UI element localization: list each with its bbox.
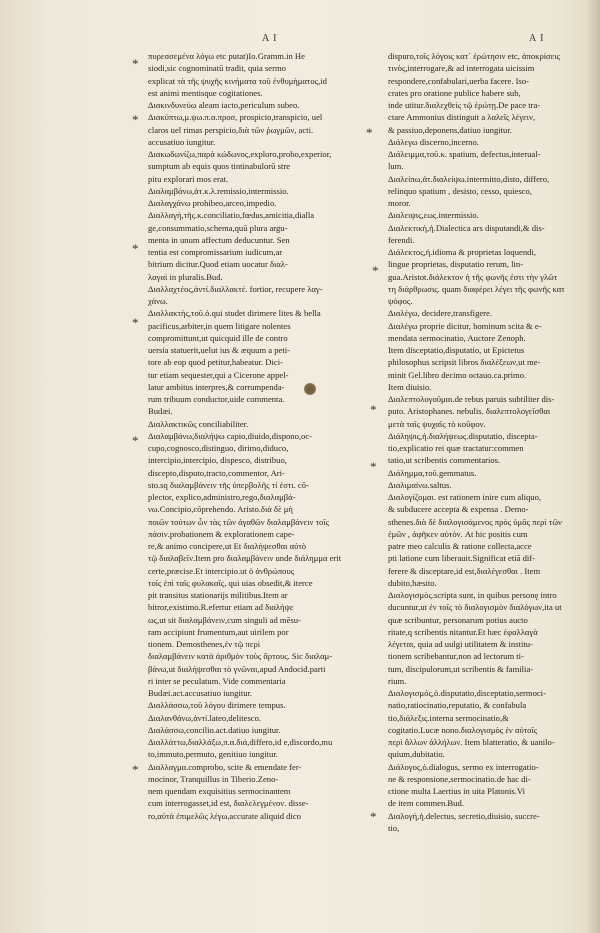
text-line: tio,διάλεξις.interna sermocinatio,& [388,712,509,723]
text-line: Διάλογος,ὁ.dialogus, sermo ex interrogatio- [388,761,539,772]
text-line: ducuntur,ut ἐν τοῖς τὸ διαλογισμὸν διαλόγων,ita ut [388,602,562,613]
text-line: uersia statuerit,uelut ius & æquum a peti- [148,345,291,355]
text-line: tentia est compromissarium iudicum,ar [148,247,283,257]
text-line: accusatiuo iungitur. [148,136,216,147]
text-line: quæ scribuntur, personarum potius aucto [388,614,528,625]
text-line: puto. Aristophanes. nebulis. διαλεπτολογεῖσθαι [388,406,551,417]
text-line: ἐμῶν , ἀφῆκεν αὐτόν. At hic positis cum [388,528,528,539]
text-line: bitrium dicitur.Quod etiam uocatur διαλ- [148,259,288,270]
text-line: Διαλειψις,εως.intermissio. [388,210,479,221]
text-line: νω.Concipio,cōprehendo. Aristo.διὰ δὲ μὴ [148,504,293,515]
margin-asterisk: * [132,762,139,777]
text-line: crates pro oratione publice habere sub, [388,87,521,98]
text-line: ψόφος. [388,296,413,306]
text-line: relinquo spatium , desisto, cesso, quiesco, [388,185,532,196]
text-line: rium. [388,675,407,686]
text-line: mendata sermocinatio, Auctore Zenoph. [388,332,526,343]
text-line: intercipio,intercipio, dispesco, distribuo, [148,455,287,466]
text-line: Item diuisio. [388,381,432,392]
text-line: discepto,disputo,tracto,commentor, Ari- [148,467,285,478]
text-line: Item disceptatio,disputatio, ut Epictetus [388,345,525,355]
margin-asterisk: * [370,459,377,474]
text-line: menta in unum affectum deducuntur. Sen [148,234,290,245]
text-line: ro,αὐτὰ ἐπιμελῶς λέγω,accurate aliquid dico [148,810,301,821]
text-line: Διαλέγω proprie dicitur, hominum scita & e- [388,320,542,331]
text-line: cogitatio.Lucæ nono.διαλογισμὸς ἐν αὐτοῖς [388,724,538,735]
text-line: pti latione cum liberauit.Significat etiā dif- [388,553,536,564]
text-line: re,& animo concipere,ut Et διαλήψεσθαι αὐτὸ [148,541,307,551]
text-line: τοῖς ἐπὶ ταῖς φυλακαῖς, qui uias obsedit,& iterce [148,577,313,588]
text-line: ferere & disceptare,id est,διαλέγεσθαι . Item [388,565,541,576]
text-line: tio,explicatio rei quæ tractatur:commen [388,443,524,453]
text-line: Διαλλακτὴς,τοῦ.ὁ.qui studet dirimere lites & bella [148,308,321,319]
text-line: inde utitur.διαλεχθεὶς τῷ ἐρώτῃ.De pace tra- [388,100,541,110]
text-line: ritate,q scribentis nitantur.Et hæc ἐφαλλαγὰ [388,626,538,637]
text-line: ne & responsione,sermocinatio.de hac di- [388,773,531,784]
left-column [148,50,398,895]
text-line: βάνω,ut διαλήψεσθαι τὸ γνῶναι,apud Andocid.parti [148,663,326,674]
text-line: rum tribuum conductor,uide commenta. [148,394,285,404]
text-line: compromittunt,ut quicquid ille de contro [148,332,288,343]
text-line: pacificus,arbiter,in quem litigare nolentes [148,320,291,331]
text-line: ram accipiunt frumentum,aut uirilem por [148,626,289,637]
text-line: cum interrogasset,id est, διαλελεγμένον. disse- [148,798,309,809]
text-line: περὶ ἄλλων ἀλλήλων. Item blatteratio, & uanilo- [388,737,555,747]
text-line: τη διάρθρωσις. quam διαφέρει λέγει τῆς φωνῆς κατ [388,283,565,294]
text-line: μετὰ ταῖς ψυχαῖς τὸ κοῦφον. [388,418,486,429]
text-line: philosophus scripsit libros διαλέξεων,ut me- [388,357,541,368]
text-line: ως,ut sit διαλαμβάνειν,cum singuli ad mēsu- [148,614,301,625]
text-line: ge,consummatio,schema,quū plura argu- [148,222,288,233]
text-line: tum, discipulorum,ut scribentis & familia- [388,663,534,674]
margin-asterisk: * [132,112,139,127]
text-line: siodi,sic cognominatū tradit, quia sermo [148,63,286,74]
text-line: dubito,hæsito. [388,577,437,588]
text-line: Διαλιμαίνω.saltus. [388,479,452,490]
text-line: & subducere accepta & expensa . Demo- [388,504,529,515]
text-line: lum. [388,161,404,172]
text-line: claros uel rimas perspicio,διὰ τῶν ῥωγμῶν, acti. [148,124,314,135]
text-line: Διαλλαχτέος,ἀντί.διαλλακτέ. fortior, recupere λαγ- [148,283,323,294]
ink-blot-mark [304,383,316,395]
page-signature-left: A I [262,33,278,44]
text-line: sthenes.διὰ δὲ διαλογισάμενος πρὸς ὑμᾶς περὶ τῶν [388,516,562,527]
margin-asterisk: * [132,56,139,71]
text-line: Διαλαγχάνω prohibeo,arceo,impedio. [148,198,277,208]
text-line: est animi mentisque cogitationes. [148,87,263,98]
text-line: Διάλημμα,τοῦ.gemmatus. [388,467,477,478]
text-line: natio,ratiocinatio,reputatio, & confabula [388,700,527,711]
text-line: bitror,existimo.R.efertur etiam ad διαλήψε [148,602,294,613]
text-line: plector, explico,administro,rego,διαλαμβά- [148,492,296,502]
text-line: Διάλεγω discerno,incerno. [388,136,479,147]
text-line: Διαλαμβάνω,διαλήψω capio,diuido,dispono,oc- [148,430,313,441]
text-line: Διαλλάσσω,τοῦ λόγου dirimere tempus. [148,700,286,711]
text-line: Διαλαμβάνω,ἀτ.κ.λ.remissio,intermissio. [148,185,289,196]
text-line: respondere,confabulari,uerba facere. Iso- [388,75,529,86]
text-line: tur etiam sequester,qui a Cicerone appel- [148,369,289,380]
text-line: gua.Aristot.διάλεκτον ἡ τῆς φωνῆς ἐστι τὴν γλῶτ [388,271,558,282]
text-line: χάνω. [148,296,168,306]
margin-asterisk: * [366,125,373,140]
text-line: sto.sq διαλαμβάνειν τῆς ὑπερβολῆς τί ἐστι. cō- [148,479,309,490]
text-line: Διάλεκτος,ἡ.idioma & proprietas loquendi, [388,247,536,257]
text-line: λέγεται, quia ad uulgi utilitatem & institu- [388,639,533,649]
text-line: patre meo calculis & ratione collecta,acce [388,541,532,551]
text-line: διαλαμβάνειν κατὰ ἀριθμὸν τοὺς ἄρτους. Sic διαλαμ- [148,651,333,662]
margin-asterisk: * [370,809,377,824]
text-line: τινὸς,interrogare,& ad interrogata uicissim [388,63,535,74]
text-line: dispuro,τοῖς λόγοις κατ᾽ ἐρώτησιν etc, ἀποκρίσεις [388,51,561,61]
text-line: Διάλειμμα,τοῦ.κ. spatium, defectus,interual- [388,149,541,159]
text-line: Διαλλάττω,διαλλάξω,π.α.διά,differo,id e,discordo,mu [148,737,333,747]
text-line: tatio,ut scribentis commentarios. [388,455,501,466]
text-line: Διακωδωνίζω,παρὰ κώδωνος,exploro,probo,experior, [148,149,332,159]
text-line: lingue proprietas, disputatio rerum, lin- [388,259,524,270]
margin-asterisk: * [132,433,139,448]
text-line: ctare Ammonius distinguit a λαλεῖς λέγειν, [388,112,535,123]
text-line: τῷ διαλαβεῖν.Item pro διαλαμβάνειν unde διάλημμα erit [148,553,342,564]
text-line: tionem scribebantur,non ad lectorum ti- [388,651,524,662]
text-line: certe,præcise.Et intercipio.ut ὁ ἀνθρώπους [148,565,295,576]
text-line: Διαλανθάνω,ἀντί.lateo,delitesco. [148,712,262,723]
text-line: cupo,cognosco,distinguo, dirimo,diduco, [148,443,289,453]
right-column [388,50,600,930]
text-line: Διαλάσσω,concilio.act.datiuo iungitur. [148,724,281,735]
text-line: latur ambitus interpres,& corrumpenda- [148,381,285,392]
page-edge-shadow [586,0,600,933]
text-line: λαγαὶ in pluralis.Bud. [148,271,223,282]
text-line: Διαλογισμός,ὁ.disputatio,disceptatio,sermoci- [388,688,546,698]
text-line: Διαλογισμὸς.scripta sunt, in quibus personę intro [388,590,557,600]
text-line: Διαλλαγὴ,τῆς.κ.conciliatio,fœdus,amicitia,dialla [148,210,315,221]
text-line: Διαλλαγμα.comprobo, scite & emendate fer- [148,761,302,772]
text-line: Διαλογίζομαι. est rationem inire cum aliquo, [388,492,542,502]
text-line: ferendi. [388,234,415,245]
margin-asterisk: * [132,315,139,330]
text-line: tore ab eop quod petitur,habeatur. Dici- [148,357,283,368]
text-line: quium,dubitatio. [388,749,445,760]
text-line: Διαλεκτικὴ,ἡ.Dialectica ars disputandi,& dis- [388,222,545,233]
text-line: moror. [388,198,411,208]
text-line: pitu explorari mos erat. [148,173,229,184]
text-line: πάσιν.probationem & explorationem cape- [148,528,295,539]
text-line: Διαλλακτικῶς conciliabiliter. [148,418,249,429]
text-line: Διαλεπτολογοῦμαι.de rebus paruis subtiliter dis- [388,394,555,404]
text-line: Διαλείπω,ἀτ.διαλείψω.intermitto,disto, differo, [388,173,550,184]
margin-asterisk: * [372,263,379,278]
text-line: Διάληψις,ἡ.διαλήψεως.disputatio, discepta- [388,430,538,441]
text-line: ποιῶν τούτων ὧν τὰς τῶν ἀγαθῶν διαλαμβάνειν τοῖς [148,516,330,527]
text-line: ri inter se peculatum. Vide commentaria [148,675,286,686]
page-signature-right: A I [529,33,545,44]
margin-asterisk: * [370,402,377,417]
text-line: to,immuto,permuto, genitiuo iungitur. [148,749,278,760]
text-line: Διαλογή,ἡ.delectus, secretio,diuisio, succre- [388,810,540,821]
text-line: tio, [388,822,400,833]
text-line: Budæi. [148,406,173,417]
text-line: Διακύπτω,μ.ψω.π.α.προσ, prospicio,transpicio, uel [148,112,323,123]
text-line: Διαλέγω, decidere,transfigere. [388,308,493,319]
text-line: ctione multa Laertius in uita Platonis.Vi [388,786,525,796]
margin-asterisk: * [132,241,139,256]
text-line: pit transitus stationarijs militibus.Item ar [148,590,288,600]
text-line: Διακινδυνεύω aleam iacto,periculum subeo. [148,100,300,110]
text-line: minit Gel.libro decimo octauo.ca.primo. [388,369,527,380]
text-line: explicat τὰ τῆς ψυχῆς κινήματα τοῦ ἐνθυμήματος,id [148,75,327,86]
text-line: nem quendam exquisitius sermocinantem [148,786,291,796]
text-line: tionem. Demosthenes,ἐν τῷ περὶ [148,639,261,649]
text-line: mocinor, Tranquillus in Tiberio.Zeno- [148,773,279,784]
text-line: Budæi.act.accusatiuo iungitur. [148,688,253,698]
text-line: πυρεσσεμένα λόγω etc putat)Io.Gramm.in He [148,51,305,61]
text-line: de item commen.Bud. [388,798,464,809]
text-line: sumptum ab equis quos tintinabulorū stre [148,161,291,172]
text-line: & passiuo,deponens,datiuo iungitur. [388,124,512,135]
